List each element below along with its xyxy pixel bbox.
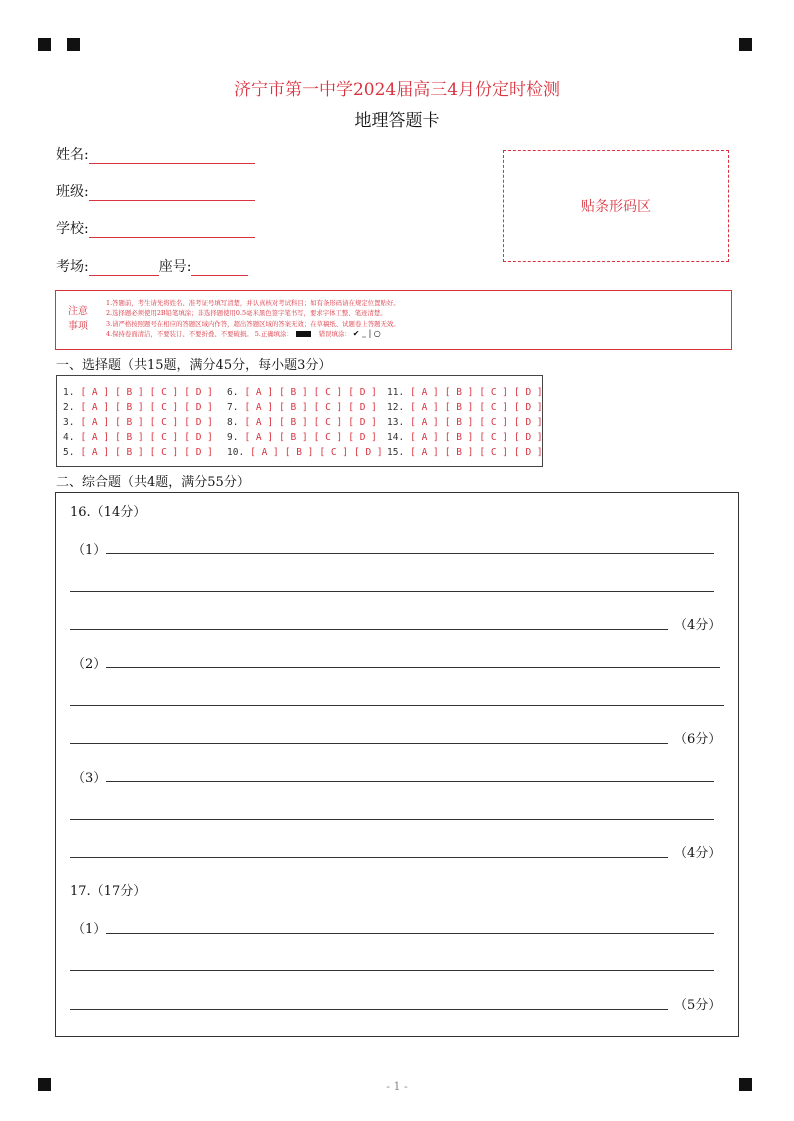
mc-option-a[interactable]: [ A ] [250, 447, 279, 458]
mc-option-c[interactable]: [ C ] [149, 387, 179, 398]
mc-question-15 [387, 447, 543, 458]
mc-question-6 [227, 387, 377, 398]
school-field[interactable] [56, 218, 255, 238]
mc-option-d[interactable]: [ D ] [348, 402, 377, 413]
mc-option-d[interactable]: [ D ] [514, 432, 543, 443]
answer-sheet-subtitle: 地理答题卡 [354, 111, 440, 131]
barcode-area-label: 贴条形码区 [581, 199, 651, 215]
mc-question-number: 14. [387, 432, 405, 443]
mc-option-b[interactable]: [ B ] [115, 432, 144, 443]
notice-line-4-text: 4.保持卷面清洁，不要装订、不要折叠、不要破损。 5.正确填涂： [106, 330, 293, 339]
class-field[interactable] [56, 181, 255, 201]
mc-question-number: 10. [227, 447, 245, 458]
mc-question-number: 3. [63, 417, 75, 428]
mc-option-d[interactable]: [ D ] [184, 402, 213, 413]
exam-title: 济宁市第一中学2024届高三4月份定时检测 [233, 80, 561, 100]
mc-option-b[interactable]: [ B ] [279, 387, 308, 398]
q16-part1-answer-line-3[interactable] [70, 629, 668, 630]
mc-option-a[interactable]: [ A ] [244, 402, 274, 413]
mc-question-number: 2. [63, 402, 75, 413]
exam-room-input-line[interactable] [89, 259, 159, 276]
notice-line-1: 1.答题前，考生请先将姓名、准考证号填写清楚，并认真核对考试科目；如有条形码请在规定位置贴好。 [106, 299, 400, 307]
mc-question-number: 6. [227, 387, 239, 398]
registration-mark-top-left-1 [38, 38, 51, 51]
mc-option-c[interactable]: [ C ] [313, 432, 343, 443]
mc-option-d[interactable]: [ D ] [348, 432, 377, 443]
q16-part3-answer-line-1[interactable] [106, 781, 714, 782]
mc-question-8 [227, 417, 377, 428]
mc-question-number: 1. [63, 387, 75, 398]
mc-option-a[interactable]: [ A ] [244, 417, 274, 428]
registration-mark-top-left-2 [67, 38, 80, 51]
mc-question-2 [63, 402, 213, 413]
mc-option-b[interactable]: [ B ] [284, 447, 314, 458]
mc-option-b[interactable]: [ B ] [444, 447, 474, 458]
mc-question-14 [387, 432, 543, 443]
barcode-area [503, 150, 729, 262]
wrong-fill-label: 错误填涂： [318, 330, 351, 339]
registration-mark-top-right [739, 38, 752, 51]
mc-question-12 [387, 402, 543, 413]
mc-question-number: 9. [227, 432, 239, 443]
mc-option-d[interactable]: [ D ] [348, 387, 377, 398]
answer-box [55, 492, 739, 1037]
q17-title: 17.（17分） [70, 884, 147, 899]
mc-option-c[interactable]: [ C ] [479, 447, 508, 458]
correct-fill-example-icon [296, 331, 311, 337]
q16-part3-label: （3） [72, 771, 107, 786]
notice-label [66, 304, 90, 334]
notice-label-line2: 事项 [68, 321, 88, 332]
name-label: 姓名: [56, 147, 89, 163]
q16-part2-score: （6分） [674, 732, 722, 747]
notice-line-4 [106, 329, 400, 339]
mc-option-b[interactable]: [ B ] [444, 402, 474, 413]
mc-question-number: 13. [387, 417, 405, 428]
mc-question-9 [227, 432, 377, 443]
mc-option-d[interactable]: [ D ] [514, 447, 543, 458]
mc-question-1 [63, 387, 213, 398]
mc-question-number: 15. [387, 447, 405, 458]
mc-option-b[interactable]: [ B ] [115, 447, 144, 458]
mc-question-number: 11. [387, 387, 405, 398]
mc-option-c[interactable]: [ C ] [149, 447, 179, 458]
notice-label-line1: 注意 [68, 306, 88, 317]
q16-part3-answer-line-2[interactable] [70, 819, 714, 820]
mc-option-d[interactable]: [ D ] [184, 432, 213, 443]
q16-part1-answer-line-1[interactable] [106, 553, 714, 554]
mc-option-d[interactable]: [ D ] [514, 417, 543, 428]
q16-part2-answer-line-2[interactable] [70, 705, 724, 706]
mc-option-d[interactable]: [ D ] [348, 417, 377, 428]
mc-question-3 [63, 417, 213, 428]
mc-option-d[interactable]: [ D ] [184, 387, 213, 398]
mc-option-b[interactable]: [ B ] [444, 432, 474, 443]
mc-question-number: 5. [63, 447, 75, 458]
school-label: 学校: [56, 221, 89, 237]
mc-option-c[interactable]: [ C ] [149, 402, 179, 413]
q16-part2-label: （2） [72, 657, 107, 672]
mc-option-a[interactable]: [ A ] [80, 387, 110, 398]
section1-title: 一、选择题（共15题，满分45分，每小题3分） [56, 358, 332, 373]
mc-option-b[interactable]: [ B ] [115, 387, 144, 398]
q16-part3-score: （4分） [674, 846, 722, 861]
name-input-line[interactable] [89, 147, 255, 164]
q17-part1-answer-line-2[interactable] [70, 970, 714, 971]
notice-box [55, 290, 732, 350]
seat-label: 座号: [158, 259, 192, 275]
mc-option-c[interactable]: [ C ] [313, 402, 343, 413]
multiple-choice-box [56, 375, 543, 467]
mc-option-c[interactable]: [ C ] [319, 447, 348, 458]
mc-option-b[interactable]: [ B ] [115, 402, 144, 413]
exam-room-seat-field[interactable] [56, 256, 248, 276]
mc-question-number: 4. [63, 432, 75, 443]
mc-option-b[interactable]: [ B ] [279, 417, 308, 428]
notice-line-3: 3.请严格按照题号在相应的答题区域内作答，超出答题区域的答案无效；在草稿纸、试题卷上答题无效。 [106, 319, 400, 328]
mc-question-4 [63, 432, 213, 443]
wrong-fill-examples-icon: ✔ ‗ | ○ [352, 329, 381, 339]
mc-option-d[interactable]: [ D ] [354, 447, 383, 458]
mc-question-5 [63, 447, 213, 458]
notice-instructions [106, 298, 400, 340]
mc-option-a[interactable]: [ A ] [244, 387, 274, 398]
q17-part1-label: （1） [72, 922, 107, 937]
mc-option-a[interactable]: [ A ] [80, 432, 110, 443]
mc-option-b[interactable]: [ B ] [444, 387, 474, 398]
q16-part1-answer-line-2[interactable] [70, 591, 714, 592]
mc-option-a[interactable]: [ A ] [80, 447, 110, 458]
mc-question-11 [387, 387, 543, 398]
section2-title: 二、综合题（共4题，满分55分） [56, 475, 250, 490]
mc-option-b[interactable]: [ B ] [115, 417, 144, 428]
mc-option-c[interactable]: [ C ] [479, 417, 508, 428]
q16-part3-answer-line-3[interactable] [70, 857, 668, 858]
mc-option-a[interactable]: [ A ] [80, 417, 110, 428]
mc-option-c[interactable]: [ C ] [313, 387, 343, 398]
mc-option-c[interactable]: [ C ] [149, 432, 179, 443]
mc-question-10 [227, 447, 383, 458]
mc-option-c[interactable]: [ C ] [479, 387, 508, 398]
q16-part1-label: （1） [72, 543, 107, 558]
mc-option-a[interactable]: [ A ] [410, 417, 439, 428]
name-field[interactable] [56, 144, 255, 164]
seat-input-line[interactable] [191, 259, 248, 276]
mc-option-c[interactable]: [ C ] [313, 417, 343, 428]
class-input-line[interactable] [89, 184, 255, 201]
q16-title: 16.（14分） [70, 505, 147, 520]
mc-question-7 [227, 402, 377, 413]
q16-part2-answer-line-3[interactable] [70, 743, 668, 744]
mc-option-d[interactable]: [ D ] [184, 417, 213, 428]
mc-option-a[interactable]: [ A ] [410, 387, 439, 398]
mc-option-c[interactable]: [ C ] [479, 402, 508, 413]
mc-question-number: 7. [227, 402, 239, 413]
mc-option-b[interactable]: [ B ] [444, 417, 474, 428]
q17-part1-answer-line-3[interactable] [70, 1009, 668, 1010]
mc-option-d[interactable]: [ D ] [514, 402, 543, 413]
notice-line-2: 2.选择题必须使用2B铅笔填涂；非选择题使用0.5毫米黑色签字笔书写，要求字体工整、笔迹清楚。 [106, 309, 387, 318]
exam-room-label: 考场: [56, 259, 89, 275]
mc-option-d[interactable]: [ D ] [184, 447, 213, 458]
mc-option-b[interactable]: [ B ] [279, 402, 308, 413]
q17-part1-score: （5分） [674, 998, 722, 1013]
mc-question-number: 8. [227, 417, 239, 428]
mc-option-d[interactable]: [ D ] [514, 387, 543, 398]
q16-part1-score: （4分） [674, 618, 722, 633]
q16-part2-answer-line-1[interactable] [106, 667, 720, 668]
mc-question-13 [387, 417, 543, 428]
mc-option-a[interactable]: [ A ] [410, 432, 439, 443]
mc-option-a[interactable]: [ A ] [244, 432, 274, 443]
mc-option-c[interactable]: [ C ] [149, 417, 179, 428]
mc-option-a[interactable]: [ A ] [410, 447, 439, 458]
mc-option-a[interactable]: [ A ] [410, 402, 439, 413]
page-number: - 1 - [386, 1080, 408, 1093]
mc-question-number: 12. [387, 402, 405, 413]
class-label: 班级: [56, 184, 89, 200]
mc-option-a[interactable]: [ A ] [80, 402, 110, 413]
mc-option-c[interactable]: [ C ] [479, 432, 508, 443]
school-input-line[interactable] [89, 221, 255, 238]
q17-part1-answer-line-1[interactable] [106, 933, 714, 934]
mc-option-b[interactable]: [ B ] [279, 432, 308, 443]
